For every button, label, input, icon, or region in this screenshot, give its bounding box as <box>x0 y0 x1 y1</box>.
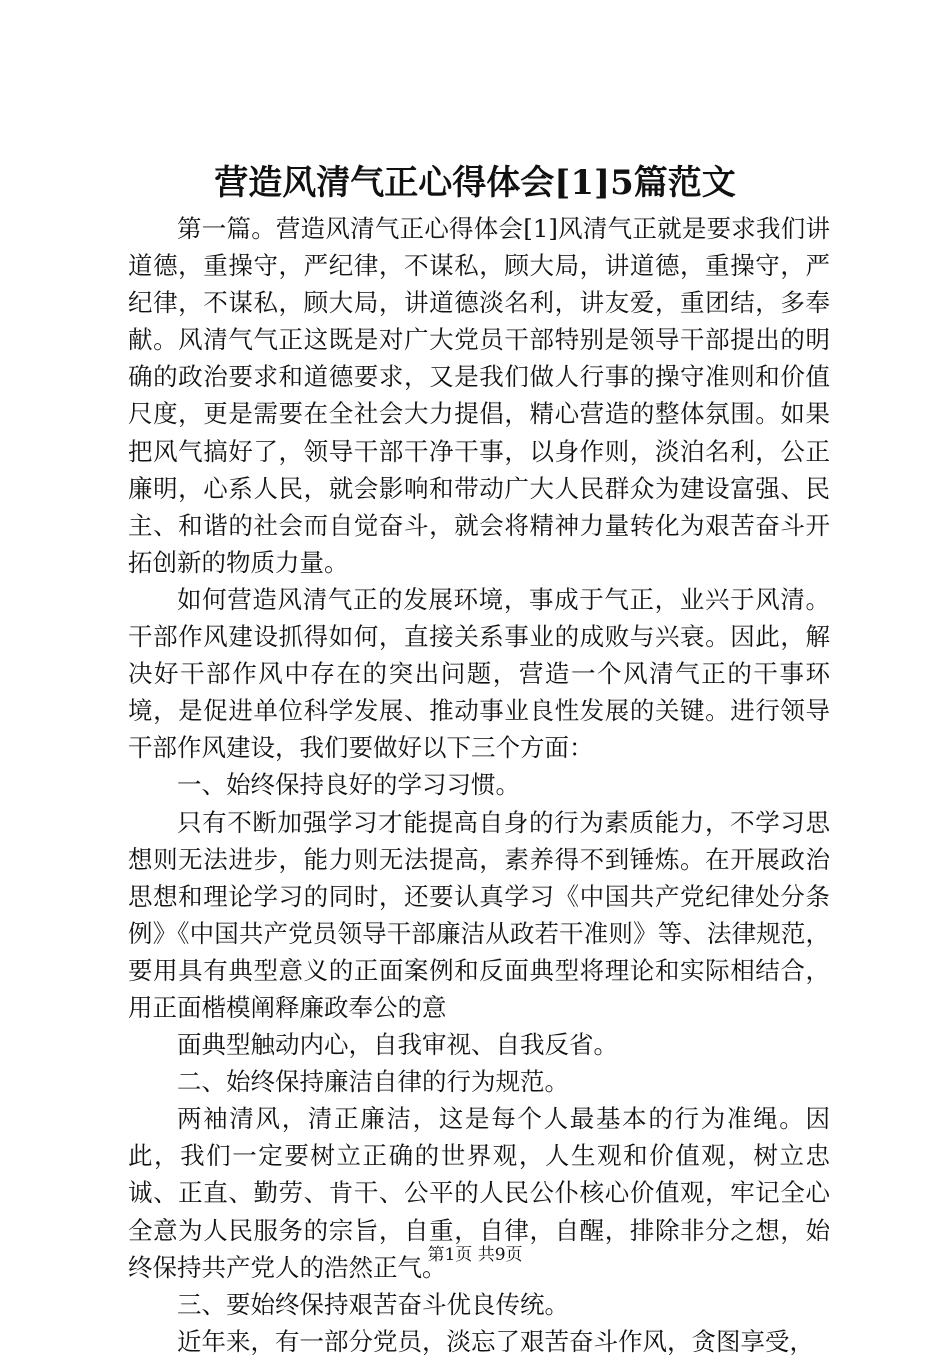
section-heading: 三、要始终保持艰苦奋斗优良传统。 <box>177 1289 569 1319</box>
paragraph: 第一篇。营造风清气正心得体会[1]风清气正就是要求我们讲道德，重操守，严纪律，不谋私，顾大局，讲道德，重操守，严纪律，不谋私，顾大局，讲道德淡名利，讲友爱，重团结，多奉献。风清气气正这既是对广大党员干部特别是领导干部提出的明确的政治要求和道德要求，又是我们做人行事的操守准则和价值尺度，更是需要在全社会大力提倡，精心营造的整体氛围。如果把风气搞好了，领导干部干净干事，以身作则，淡泊名利，公正廉明，心系人民，就会影响和带动广大人民群众为建设富强、民主、和谐的社会而自觉奋斗，就会将精神力量转化为艰苦奋斗开拓创新的物质力量。 <box>128 214 830 577</box>
document-body <box>128 210 830 1360</box>
page-number-footer: 第1页 共9页 <box>427 1245 523 1265</box>
paragraph: 只有不断加强学习才能提高自身的行为素质能力，不学习思想则无法进步，能力则无法提高，素养得不到锤炼。在开展政治思想和理论学习的同时，还要认真学习《中国共产党纪律处分条例》《中国共产党员领导干部廉洁从政若干准则》等、法律规范，要用具有典型意义的正面案例和反面典型将理论和实际相结合，用正面楷模阐释廉政奉公的意 <box>128 807 830 1022</box>
paragraph: 近年来，有一部分党员，淡忘了艰苦奋斗作风，贪图享受， <box>177 1326 814 1356</box>
section-heading: 二、始终保持廉洁自律的行为规范。 <box>177 1067 569 1097</box>
document-title: 营造风清气正心得体会[1]5篇范文 <box>214 163 736 203</box>
section-heading: 一、始终保持良好的学习习惯。 <box>177 770 520 800</box>
paragraph: 两袖清风，清正廉洁，这是每个人最基本的行为准绳。因此，我们一定要树立正确的世界观，人生观和价值观，树立忠诚、正直、勤劳、肯干、公平的人民公仆核心价值观，牢记全心全意为人民服务的宗旨，自重，自律，自醒，排除非分之想，始终保持共产党人的浩然正气。 <box>128 1104 830 1282</box>
paragraph: 面典型触动内心，自我审视、自我反省。 <box>177 1030 618 1060</box>
paragraph: 如何营造风清气正的发展环境，事成于气正，业兴于风清。干部作风建设抓得如何，直接关系事业的成败与兴衰。因此，解决好干部作风中存在的突出问题，营造一个风清气正的干事环境，是促进单位科学发展、推动事业良性发展的关键。进行领导干部作风建设，我们要做好以下三个方面： <box>128 584 830 763</box>
